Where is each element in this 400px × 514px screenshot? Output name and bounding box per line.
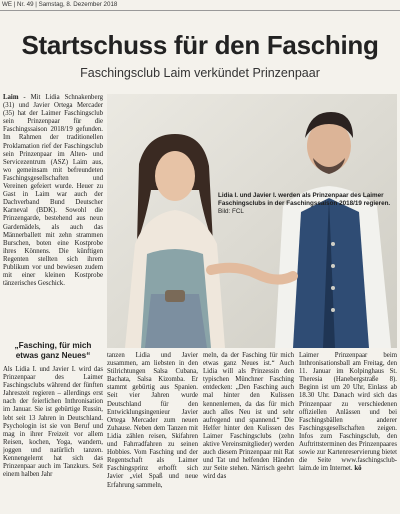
lead-place: Laim: [3, 94, 19, 101]
body-column-4: [299, 352, 397, 508]
lead-text: - Mit Lidia Schnakenberg (31) und Javier Ortega Mercader (35) hat der Laimer Faschingsclub sein Prinzenpaar für die Faschingssaison 2018/19 gefunden. Im Rahmen der traditionellen Proklamation rief der Faschingsclub sein Prinzenpaar im Alten- und Servicezentrum (ASZ) Laim aus, wo gemeinsam mit befreundeten Faschingsgesellschaften und Vereinen gefeiert wurde. Heuer zu Gast in Laim war auch der Dachverband Bund Deutscher Karneval (BDK). Sowohl die Prinzengarde, bestehend aus neun Gardemädels, als auch das Männerballett mit zehn strammen Burschen, boten eine Kostprobe ihres Könnens. Die künftigen Regenten stellten sich ihrem Publikum vor und bewiesen zudem mit einer kleinen Kostprobe tänzerisches Geschick.: [3, 94, 103, 288]
body-column-3: meln, da der Fasching für mich etwas ganz Neues ist.“ Auch Lidia will als Prinzessin den typischen Münchner Fasching entdecken: „Den Fasching auch mal hinter den Kulissen kennenlernen, da das für mich auch alles Neu ist und sehr aufregend und spannend.“ Die Helfer hinter den Kulissen des Laimer Faschingsclubs (zehn aktive Vereinsmitglieder) werden auch diesem Prinzenpaar mit Rat und Tat und helfenden Händen zur Seite stehen. Närrisch geehrt wird das: [203, 352, 294, 481]
article-photo: [107, 94, 397, 348]
couple-photo-illustration: [107, 94, 397, 348]
headline: Startschuss für den Fasching: [21, 30, 379, 60]
body-column-4-text: Laimer Prinzenpaar beim Inthronisationsball am Freitag, den 11. Januar im Kolpinghaus St. Theresia (Hanebergstraße 8). Beginn ist um 20 Uhr, Einlass ab 18.30 Uhr. Danach wird sich das Prinzenpaar zu verschiedenen offiziellen Anlässen und bei Faschingsbällen anderer Faschingsgesellschaften zeigen. Infos zum Faschingsclub, den Auftrittsterminen des Prinzenpaares sowie zur Kartenreservierung bietet die Seite www.faschingsclub-laim.de im Internet.: [299, 352, 397, 473]
caption-text: Lidia I. und Javier I. werden als Prinzenpaar des Laimer Faschingsclubs in der Faschingssaison 2018/19 regieren.: [218, 192, 391, 207]
author-signature: kö: [354, 465, 362, 473]
photo-credit: Bild: FCL: [218, 208, 244, 215]
photo-caption: [218, 192, 397, 216]
body-column-1: Als Lidia I. und Javier I. wird das Prinzenpaar des Laimer Faschingsclubs während der fünften Jahreszeit regieren – allerdings erst nach der feierlichen Inthronisation im Januar. Sie ist gebürtige Russin, lebt seit 13 Jahren in Deutschland. Psychologin ist sie von Beruf und mag in ihrer Freizeit vor allem Reisen, kochen, Yoga, wandern, joggen und natürlich tanzen. Kennengelernt hat sich das Prinzenpaar auch im Tanzkurs. Seit einem halben Jahr: [3, 366, 103, 479]
lead-paragraph: [3, 94, 103, 344]
page-header: WE | Nr. 49 | Samstag, 8. Dezember 2018: [0, 0, 400, 11]
quote-heading: „Fasching, für mich etwas ganz Neues“: [14, 341, 92, 360]
subheadline: Faschingsclub Laim verkündet Prinzenpaar: [80, 66, 320, 80]
body-column-2: tanzen Lidia und Javier zusammen, am liebsten in den Stilrichtungen Salsa Cubana, Bachata, Salsa Kizomba. Er stammt gebürtig aus Spanien. Seit vier Jahren wurde Deutschland für den Entwicklungsingenieur Javier Ortega Mercader zum neuen Zuhause. Neben dem Tanzen mit Lidia zählen reisen, Skifahren und Fahrradfahren zu seinen Hobbies. Vom Fasching und der Regentschaft als Laimer Faschingsprinz erhofft sich Javier „viel Spaß und neue Erfahrung sammeln,: [107, 352, 198, 489]
